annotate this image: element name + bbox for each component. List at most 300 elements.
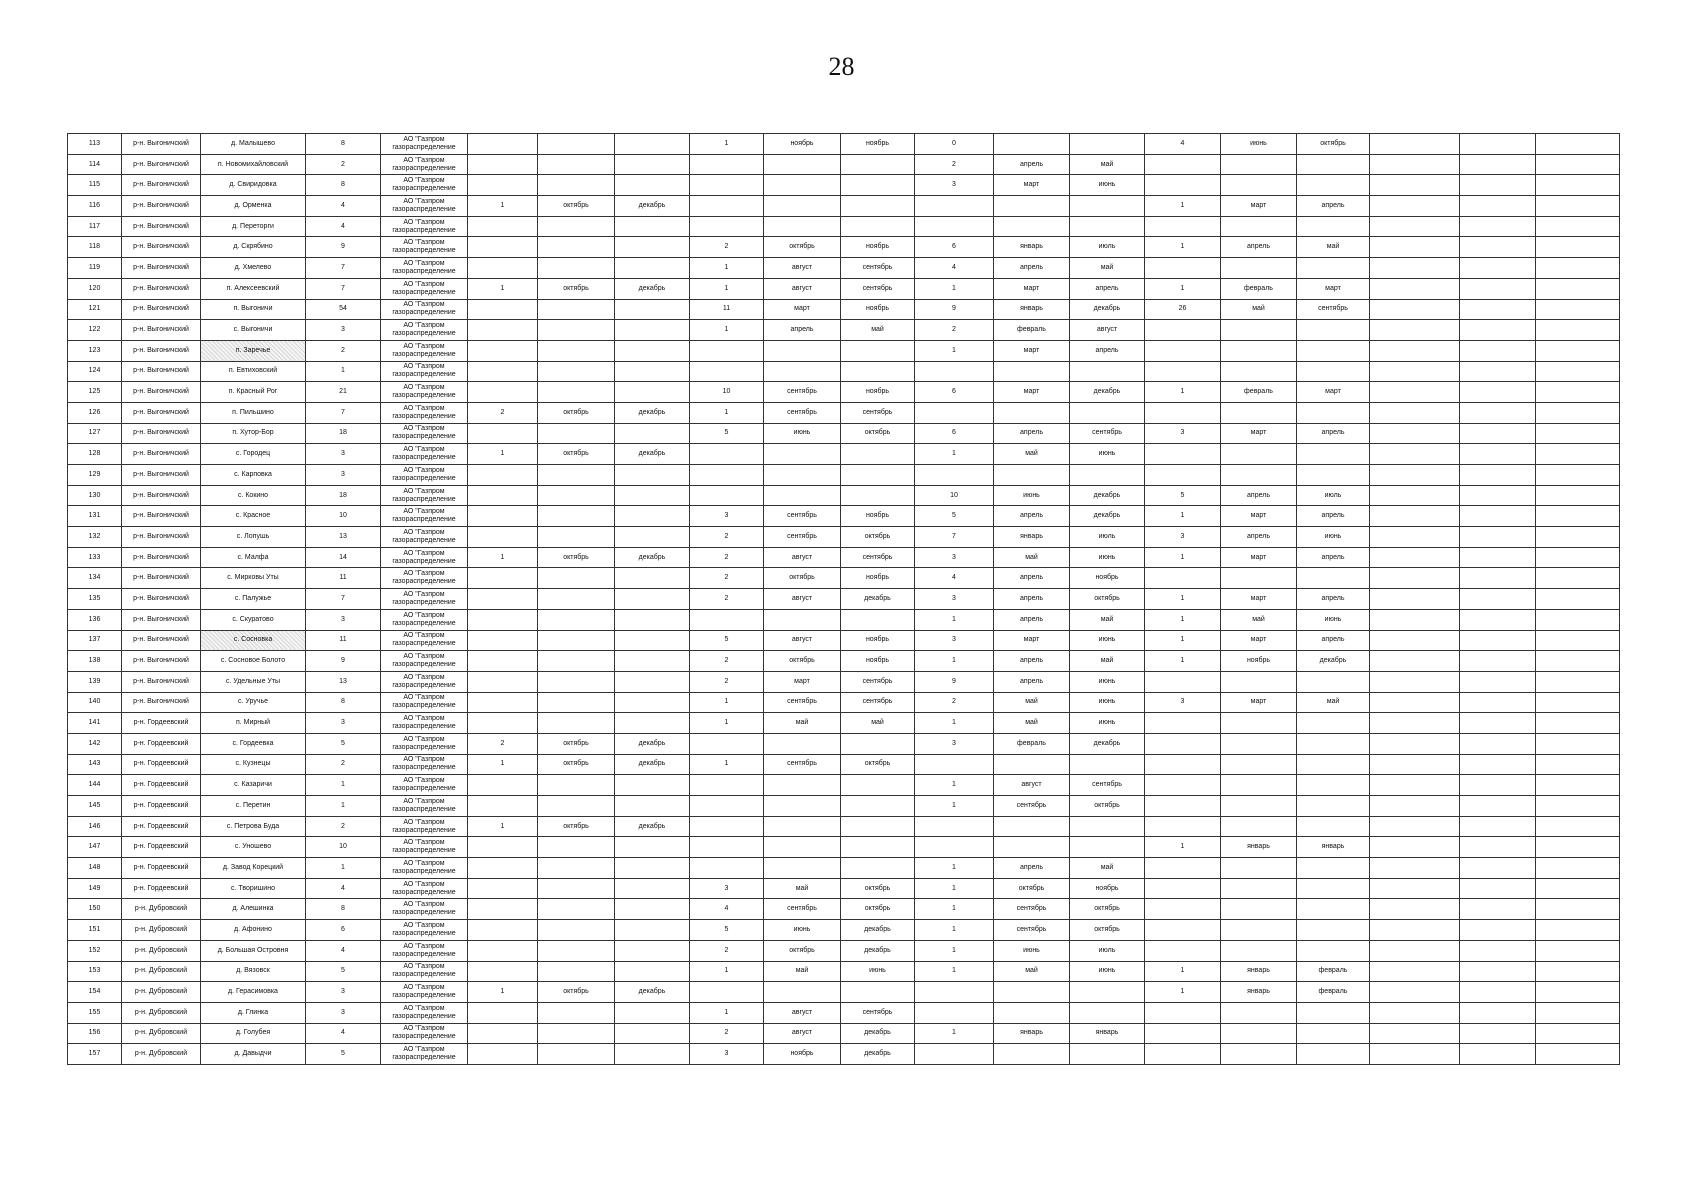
settlement-cell: с. Кокино [201,485,306,506]
end-month-cell [1297,754,1370,775]
district-cell: р-н. Дубровский [122,1023,201,1044]
end-month-cell: июнь [1070,630,1145,651]
district-cell: р-н. Выгоничский [122,651,201,672]
quantity-cell: 3 [915,589,994,610]
start-month-cell: апрель [994,671,1070,692]
quantity-cell: 0 [915,134,994,155]
start-month-cell [538,961,615,982]
empty-cell [1460,754,1536,775]
quantity-cell [468,216,538,237]
end-month-cell: июнь [1070,547,1145,568]
quantity-cell [1145,733,1221,754]
organization-cell [381,837,468,858]
end-month-cell: апрель [1297,589,1370,610]
end-month-cell: май [1070,258,1145,279]
empty-cell [1460,920,1536,941]
end-month-cell: июнь [1297,609,1370,630]
organization-line-1: АО "Газпром [403,446,445,454]
row-number-cell: 113 [68,134,122,155]
start-month-cell: октябрь [994,878,1070,899]
quantity-cell: 2 [468,733,538,754]
start-month-cell: март [1221,589,1297,610]
empty-cell [1460,899,1536,920]
end-month-cell [1297,320,1370,341]
empty-cell [1536,899,1620,920]
table-row [68,175,1620,196]
count-cell: 3 [306,1002,381,1023]
empty-cell [1460,444,1536,465]
empty-cell [1460,816,1536,837]
start-month-cell [1221,1044,1297,1065]
quantity-cell [1145,878,1221,899]
end-month-cell [1297,175,1370,196]
district-cell: р-н. Выгоничский [122,196,201,217]
table-row [68,982,1620,1003]
start-month-cell [764,444,841,465]
empty-cell [1536,940,1620,961]
empty-cell [1536,671,1620,692]
count-cell: 3 [306,320,381,341]
end-month-cell [1297,361,1370,382]
quantity-cell [1145,320,1221,341]
start-month-cell: июнь [994,485,1070,506]
district-cell: р-н. Выгоничский [122,609,201,630]
end-month-cell [841,485,915,506]
row-number-cell: 139 [68,671,122,692]
district-cell: р-н. Дубровский [122,982,201,1003]
start-month-cell: сентябрь [994,920,1070,941]
quantity-cell [468,589,538,610]
quantity-cell: 1 [1145,237,1221,258]
district-cell: р-н. Гордеевский [122,858,201,879]
end-month-cell: сентябрь [841,671,915,692]
count-cell: 4 [306,1023,381,1044]
organization-cell [381,630,468,651]
schedule-table [67,133,1620,1065]
organization-line-1: АО "Газпром [403,984,445,992]
table-row [68,940,1620,961]
empty-cell [1370,796,1460,817]
end-month-cell [841,444,915,465]
organization-line-2: газораспределение [392,992,456,1000]
empty-cell [1460,1023,1536,1044]
end-month-cell [1297,816,1370,837]
end-month-cell: декабрь [615,402,690,423]
start-month-cell [1221,444,1297,465]
organization-cell [381,320,468,341]
organization-line-1: АО "Газпром [403,259,445,267]
quantity-cell: 3 [915,175,994,196]
end-month-cell: апрель [1297,547,1370,568]
settlement-cell: с. Мирковы Уты [201,568,306,589]
quantity-cell: 10 [915,485,994,506]
start-month-cell [1221,340,1297,361]
organization-line-1: АО "Газпром [403,570,445,578]
quantity-cell [915,196,994,217]
start-month-cell [994,216,1070,237]
organization-cell [381,154,468,175]
end-month-cell [1297,878,1370,899]
start-month-cell [1221,320,1297,341]
end-month-cell [841,816,915,837]
quantity-cell: 3 [690,878,764,899]
empty-cell [1460,692,1536,713]
organization-cell [381,775,468,796]
organization-cell [381,920,468,941]
settlement-cell: п. Выгоничи [201,299,306,320]
settlement-cell: с. Скуратово [201,609,306,630]
quantity-cell: 1 [1145,382,1221,403]
table-row [68,506,1620,527]
settlement-cell: с. Малфа [201,547,306,568]
quantity-cell: 1 [690,961,764,982]
start-month-cell [1221,216,1297,237]
table-row [68,651,1620,672]
organization-cell [381,1044,468,1065]
settlement-cell: с. Перетин [201,796,306,817]
start-month-cell: сентябрь [764,692,841,713]
end-month-cell: декабрь [841,589,915,610]
start-month-cell [764,196,841,217]
count-cell: 13 [306,527,381,548]
empty-cell [1460,837,1536,858]
district-cell: р-н. Выгоничский [122,278,201,299]
start-month-cell: январь [1221,837,1297,858]
quantity-cell [468,1002,538,1023]
quantity-cell [915,216,994,237]
empty-cell [1370,382,1460,403]
end-month-cell [1297,733,1370,754]
start-month-cell [764,465,841,486]
organization-cell [381,485,468,506]
count-cell: 7 [306,258,381,279]
organization-line-2: газораспределение [392,309,456,317]
start-month-cell: февраль [994,733,1070,754]
organization-line-1: АО "Газпром [403,901,445,909]
start-month-cell: июнь [994,940,1070,961]
organization-cell [381,423,468,444]
end-month-cell: апрель [1297,630,1370,651]
quantity-cell: 5 [690,630,764,651]
quantity-cell: 1 [1145,961,1221,982]
district-cell: р-н. Выгоничский [122,692,201,713]
end-month-cell [1297,858,1370,879]
empty-cell [1536,444,1620,465]
count-cell: 5 [306,1044,381,1065]
end-month-cell: сентябрь [1070,423,1145,444]
count-cell: 18 [306,485,381,506]
quantity-cell: 2 [690,568,764,589]
empty-cell [1370,961,1460,982]
start-month-cell: март [1221,692,1297,713]
end-month-cell [615,216,690,237]
quantity-cell: 1 [915,1023,994,1044]
start-month-cell [1221,154,1297,175]
start-month-cell [1221,796,1297,817]
start-month-cell [538,899,615,920]
start-month-cell [538,671,615,692]
quantity-cell: 6 [915,423,994,444]
district-cell: р-н. Выгоничский [122,361,201,382]
quantity-cell [468,465,538,486]
organization-cell [381,589,468,610]
empty-cell [1460,485,1536,506]
quantity-cell: 1 [915,940,994,961]
empty-cell [1536,589,1620,610]
start-month-cell: май [994,692,1070,713]
end-month-cell: март [1297,278,1370,299]
organization-line-1: АО "Газпром [403,818,445,826]
organization-line-2: газораспределение [392,950,456,958]
table-row [68,154,1620,175]
quantity-cell [468,858,538,879]
start-month-cell: ноябрь [764,1044,841,1065]
end-month-cell: сентябрь [841,692,915,713]
end-month-cell: апрель [1070,278,1145,299]
end-month-cell: ноябрь [841,382,915,403]
start-month-cell [538,134,615,155]
start-month-cell: июнь [764,920,841,941]
start-month-cell: ноябрь [764,134,841,155]
end-month-cell [841,361,915,382]
organization-line-1: АО "Газпром [403,218,445,226]
end-month-cell: октябрь [1070,796,1145,817]
empty-cell [1460,547,1536,568]
empty-cell [1460,796,1536,817]
start-month-cell [994,402,1070,423]
empty-cell [1536,382,1620,403]
start-month-cell: май [1221,299,1297,320]
quantity-cell: 1 [690,402,764,423]
table-row [68,754,1620,775]
end-month-cell [615,961,690,982]
empty-cell [1370,175,1460,196]
end-month-cell: декабрь [841,1023,915,1044]
empty-cell [1536,568,1620,589]
quantity-cell [1145,671,1221,692]
row-number-cell: 147 [68,837,122,858]
end-month-cell [1297,465,1370,486]
end-month-cell: сентябрь [841,278,915,299]
end-month-cell [615,340,690,361]
organization-cell [381,733,468,754]
start-month-cell [1221,754,1297,775]
organization-line-2: газораспределение [392,971,456,979]
table-row [68,589,1620,610]
table-row [68,713,1620,734]
start-month-cell: апрель [994,506,1070,527]
end-month-cell [1297,796,1370,817]
end-month-cell: февраль [1297,982,1370,1003]
count-cell: 9 [306,651,381,672]
quantity-cell [690,216,764,237]
quantity-cell: 4 [690,899,764,920]
end-month-cell [1070,754,1145,775]
start-month-cell [764,796,841,817]
settlement-cell: д. Вязовск [201,961,306,982]
end-month-cell: ноябрь [841,568,915,589]
quantity-cell: 1 [468,816,538,837]
organization-cell [381,899,468,920]
quantity-cell: 3 [915,630,994,651]
end-month-cell: декабрь [615,444,690,465]
empty-cell [1370,858,1460,879]
end-month-cell: декабрь [841,1044,915,1065]
district-cell: р-н. Гордеевский [122,775,201,796]
settlement-cell: с. Карповка [201,465,306,486]
end-month-cell: май [1070,651,1145,672]
settlement-cell: с. Удельные Уты [201,671,306,692]
row-number-cell: 121 [68,299,122,320]
end-month-cell [615,1023,690,1044]
district-cell: р-н. Выгоничский [122,444,201,465]
quantity-cell: 4 [915,258,994,279]
empty-cell [1370,154,1460,175]
organization-line-2: газораспределение [392,619,456,627]
start-month-cell [538,1044,615,1065]
quantity-cell [468,382,538,403]
start-month-cell: октябрь [764,940,841,961]
organization-line-1: АО "Газпром [403,756,445,764]
settlement-cell: д. Завод Корецкий [201,858,306,879]
quantity-cell: 3 [915,733,994,754]
quantity-cell: 1 [915,858,994,879]
empty-cell [1370,134,1460,155]
empty-cell [1460,175,1536,196]
start-month-cell: май [994,713,1070,734]
quantity-cell [468,713,538,734]
quantity-cell [468,837,538,858]
start-month-cell: март [1221,423,1297,444]
quantity-cell [1145,175,1221,196]
organization-cell [381,609,468,630]
quantity-cell: 1 [690,692,764,713]
organization-cell [381,961,468,982]
settlement-cell: с. Казаричи [201,775,306,796]
start-month-cell: апрель [1221,485,1297,506]
start-month-cell: май [994,444,1070,465]
start-month-cell [764,733,841,754]
quantity-cell [468,237,538,258]
start-month-cell [538,506,615,527]
quantity-cell [1145,444,1221,465]
end-month-cell: октябрь [1070,920,1145,941]
empty-cell [1460,713,1536,734]
empty-cell [1460,402,1536,423]
empty-cell [1460,237,1536,258]
organization-line-2: газораспределение [392,454,456,462]
quantity-cell: 1 [468,196,538,217]
table-row [68,816,1620,837]
empty-cell [1370,878,1460,899]
settlement-cell: с. Красное [201,506,306,527]
organization-cell [381,134,468,155]
end-month-cell: декабрь [615,733,690,754]
empty-cell [1370,216,1460,237]
settlement-cell: с. Уручье [201,692,306,713]
end-month-cell: октябрь [841,423,915,444]
start-month-cell [1221,175,1297,196]
district-cell: р-н. Выгоничский [122,423,201,444]
quantity-cell [915,1002,994,1023]
organization-line-1: АО "Газпром [403,549,445,557]
organization-line-2: газораспределение [392,288,456,296]
count-cell: 9 [306,237,381,258]
end-month-cell: май [841,320,915,341]
start-month-cell: сентябрь [994,899,1070,920]
district-cell: р-н. Выгоничский [122,134,201,155]
start-month-cell [1221,858,1297,879]
quantity-cell [1145,858,1221,879]
end-month-cell [841,196,915,217]
table-row [68,1002,1620,1023]
end-month-cell [615,1044,690,1065]
start-month-cell [538,837,615,858]
start-month-cell: апрель [994,154,1070,175]
empty-cell [1536,154,1620,175]
organization-line-1: АО "Газпром [403,735,445,743]
organization-cell [381,299,468,320]
quantity-cell [690,175,764,196]
row-number-cell: 115 [68,175,122,196]
count-cell: 1 [306,858,381,879]
empty-cell [1370,1002,1460,1023]
table-row [68,320,1620,341]
organization-line-2: газораспределение [392,723,456,731]
start-month-cell [538,299,615,320]
start-month-cell [538,589,615,610]
start-month-cell: октябрь [538,196,615,217]
start-month-cell [1221,1023,1297,1044]
start-month-cell: март [994,382,1070,403]
organization-cell [381,258,468,279]
empty-cell [1370,237,1460,258]
quantity-cell [915,402,994,423]
organization-line-2: газораспределение [392,330,456,338]
end-month-cell [615,527,690,548]
empty-cell [1370,485,1460,506]
start-month-cell: март [1221,196,1297,217]
start-month-cell: апрель [994,589,1070,610]
empty-cell [1536,278,1620,299]
empty-cell [1370,547,1460,568]
end-month-cell [615,134,690,155]
table-row [68,961,1620,982]
quantity-cell: 3 [1145,692,1221,713]
quantity-cell [468,320,538,341]
row-number-cell: 152 [68,940,122,961]
empty-cell [1370,733,1460,754]
start-month-cell [538,630,615,651]
start-month-cell: октябрь [538,816,615,837]
settlement-cell: д. Глинка [201,1002,306,1023]
count-cell: 3 [306,609,381,630]
start-month-cell [994,982,1070,1003]
organization-line-2: газораспределение [392,185,456,193]
organization-line-2: газораспределение [392,805,456,813]
empty-cell [1536,196,1620,217]
end-month-cell: декабрь [841,940,915,961]
start-month-cell: январь [994,299,1070,320]
empty-cell [1460,630,1536,651]
quantity-cell: 1 [468,982,538,1003]
table-row [68,361,1620,382]
quantity-cell [468,961,538,982]
quantity-cell: 1 [1145,982,1221,1003]
end-month-cell: июнь [1070,671,1145,692]
organization-cell [381,713,468,734]
empty-cell [1460,878,1536,899]
